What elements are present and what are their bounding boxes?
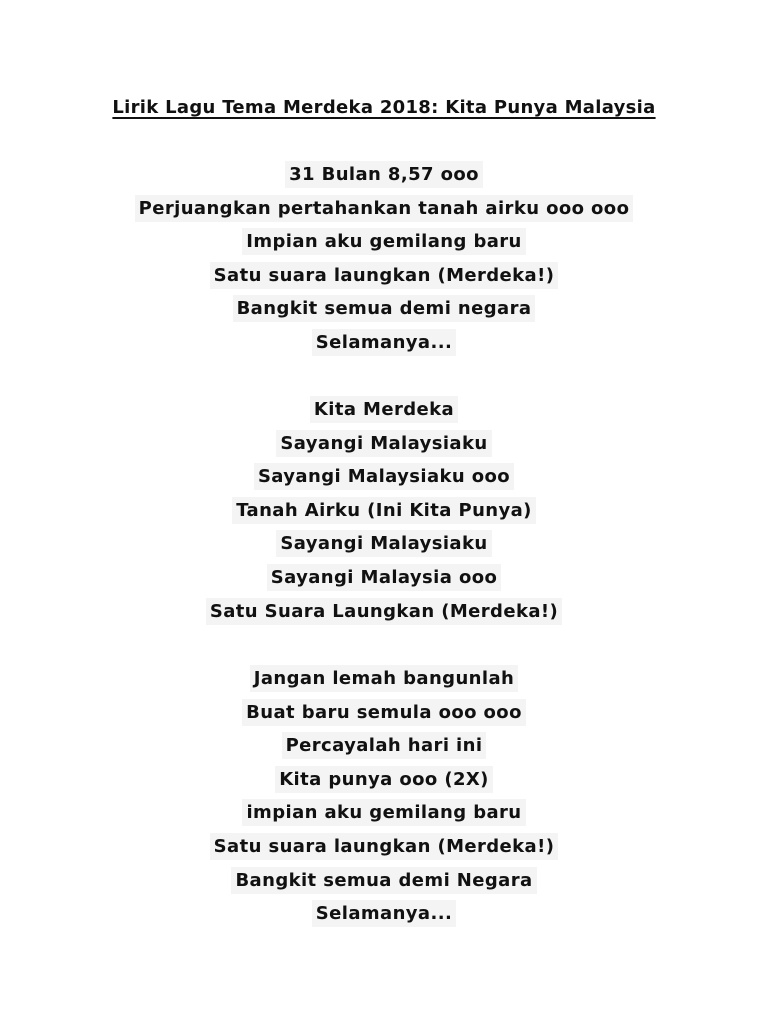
lyric-line: Impian aku gemilang baru [0, 225, 768, 259]
lyric-line: Tanah Airku (Ini Kita Punya) [0, 494, 768, 528]
lyric-line: Satu Suara Laungkan (Merdeka!) [0, 595, 768, 629]
lyric-line: Bangkit semua demi negara [0, 292, 768, 326]
lyric-line: impian aku gemilang baru [0, 796, 768, 830]
lyric-line: Satu suara laungkan (Merdeka!) [0, 259, 768, 293]
lyrics-stanza-3 [0, 662, 768, 931]
page-title-text: Lirik Lagu Tema Merdeka 2018: Kita Punya Malaysia [112, 97, 656, 118]
lyric-line: Selamanya... [0, 897, 768, 931]
lyric-line: Sayangi Malaysiaku ooo [0, 460, 768, 494]
lyric-line: Buat baru semula ooo ooo [0, 696, 768, 730]
lyric-line: Bangkit semua demi Negara [0, 864, 768, 898]
lyric-line: Kita Merdeka [0, 393, 768, 427]
lyric-line: Sayangi Malaysia ooo [0, 561, 768, 595]
lyric-line: Sayangi Malaysiaku [0, 527, 768, 561]
lyric-line: Sayangi Malaysiaku [0, 427, 768, 461]
page-title [0, 94, 768, 122]
lyric-line: Percayalah hari ini [0, 729, 768, 763]
lyric-line: Satu suara laungkan (Merdeka!) [0, 830, 768, 864]
lyrics-stanza-1 [0, 158, 768, 360]
lyric-line: Kita punya ooo (2X) [0, 763, 768, 797]
lyric-line: Selamanya... [0, 326, 768, 360]
lyric-line: Perjuangkan pertahankan tanah airku ooo ooo [0, 192, 768, 226]
lyric-line: Jangan lemah bangunlah [0, 662, 768, 696]
lyrics-stanza-2 [0, 393, 768, 628]
lyric-line: 31 Bulan 8,57 ooo [0, 158, 768, 192]
